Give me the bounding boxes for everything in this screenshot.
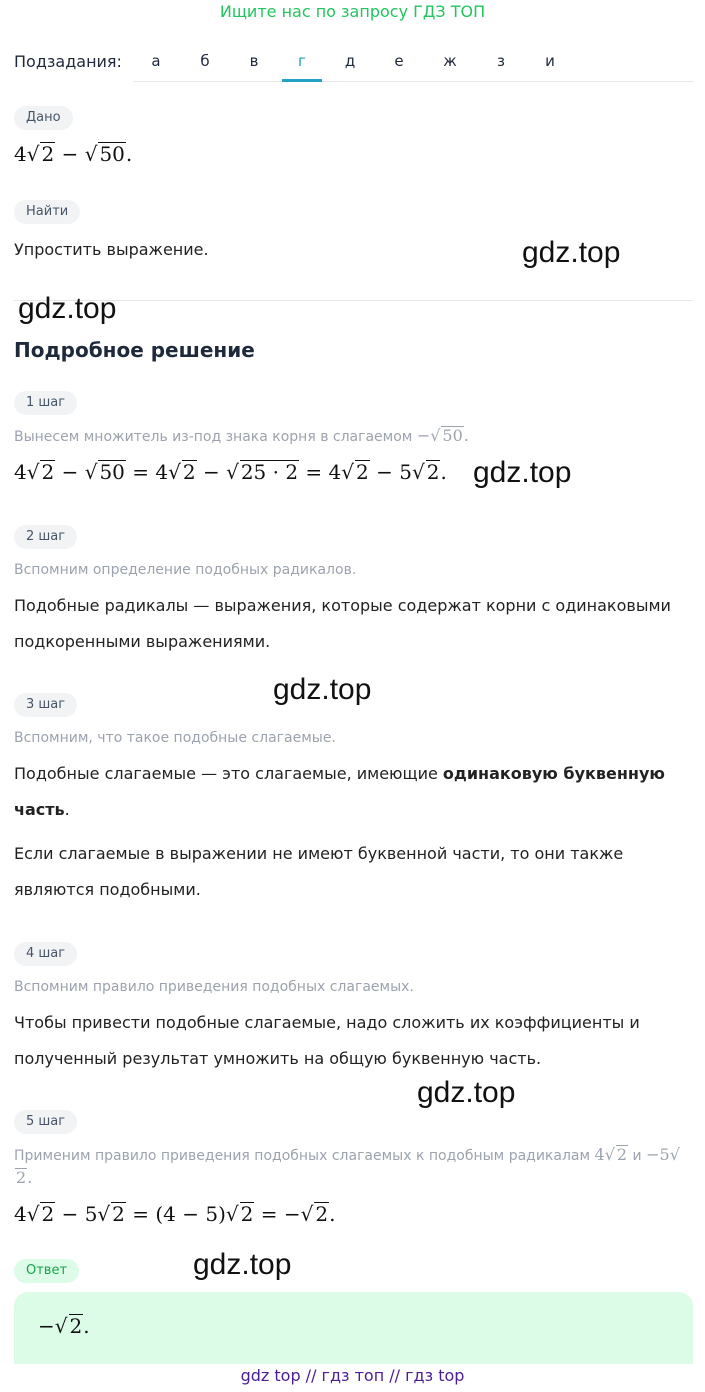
step-2-chip: 2 шаг bbox=[14, 525, 77, 549]
watermark: gdz.top bbox=[18, 292, 117, 325]
solution-title: Подробное решение bbox=[14, 338, 255, 362]
tab-zh[interactable]: ж bbox=[443, 52, 457, 70]
tab-z[interactable]: з bbox=[497, 52, 505, 70]
watermark: gdz.top bbox=[417, 1076, 516, 1109]
step-3-bold-term: одинаковую буквенную часть bbox=[14, 764, 665, 819]
step-1-hint: Вынесем множитель из-под знака корня в слагаемом −√ 50. bbox=[14, 426, 469, 445]
tab-b[interactable]: б bbox=[200, 52, 210, 70]
step-4-hint: Вспомним правило приведения подобных слагаемых. bbox=[14, 979, 414, 995]
watermark: gdz.top bbox=[473, 456, 572, 489]
answer-expression: −√ 2. bbox=[38, 1314, 90, 1338]
footer-links[interactable]: gdz top // гдз топ // гдз top bbox=[240, 1366, 465, 1385]
subtasks-bar bbox=[14, 50, 694, 82]
subtask-tabs bbox=[134, 50, 694, 82]
step-1-chip: 1 шаг bbox=[14, 391, 77, 415]
step-5-expression: 4√ 2 − 5√ 2 = (4 − 5)√ 2 = −√ 2. bbox=[14, 1202, 336, 1226]
watermark: gdz.top bbox=[193, 1248, 292, 1281]
given-expression: 4√ 2 − √ 50. bbox=[14, 142, 133, 166]
step-5-hint: Применим правило приведения подобных слагаемых к подобным радикалам 4√ 2 и −5√2. bbox=[14, 1145, 680, 1187]
step-4-chip: 4 шаг bbox=[14, 942, 77, 966]
tab-g[interactable]: г bbox=[282, 52, 322, 70]
step-2-text: Подобные радикалы — выражения, которые содержат корни с одинаковыми подкоренными выражениями. bbox=[14, 596, 671, 651]
find-chip: Найти bbox=[14, 200, 80, 224]
tab-d[interactable]: д bbox=[344, 52, 356, 70]
subtasks-label: Подзадания: bbox=[14, 52, 122, 71]
tab-v[interactable]: в bbox=[249, 52, 259, 70]
step-3-text-2: Если слагаемые в выражении не имеют буквенной части, то они также являются подобными. bbox=[14, 844, 624, 899]
step-5-chip: 5 шаг bbox=[14, 1110, 77, 1134]
step-4-text: Чтобы привести подобные слагаемые, надо сложить их коэффициенты и полученный результат умножить на общую буквенную часть. bbox=[14, 1013, 640, 1068]
answer-box bbox=[14, 1292, 693, 1364]
watermark: gdz.top bbox=[522, 236, 621, 269]
step-3-chip: 3 шаг bbox=[14, 693, 77, 717]
watermark: gdz.top bbox=[273, 673, 372, 706]
tab-e[interactable]: е bbox=[394, 52, 404, 70]
step-2-hint: Вспомним определение подобных радикалов. bbox=[14, 562, 357, 578]
step-3-text: Подобные слагаемые — это слагаемые, имеющие одинаковую буквенную часть. bbox=[14, 764, 665, 819]
given-chip: Дано bbox=[14, 106, 73, 130]
answer-chip: Ответ bbox=[14, 1259, 79, 1283]
tab-a[interactable]: а bbox=[151, 52, 161, 70]
step-1-expression: 4√ 2 − √ 50 = 4√ 2 − √ 25 · 2 = 4√ 2 − 5√ 2. bbox=[14, 460, 447, 484]
find-text: Упростить выражение. bbox=[14, 240, 209, 259]
tab-i[interactable]: и bbox=[545, 52, 555, 70]
step-3-hint: Вспомним, что такое подобные слагаемые. bbox=[14, 730, 336, 746]
search-banner: Ищите нас по запросу ГДЗ ТОП bbox=[219, 2, 486, 21]
